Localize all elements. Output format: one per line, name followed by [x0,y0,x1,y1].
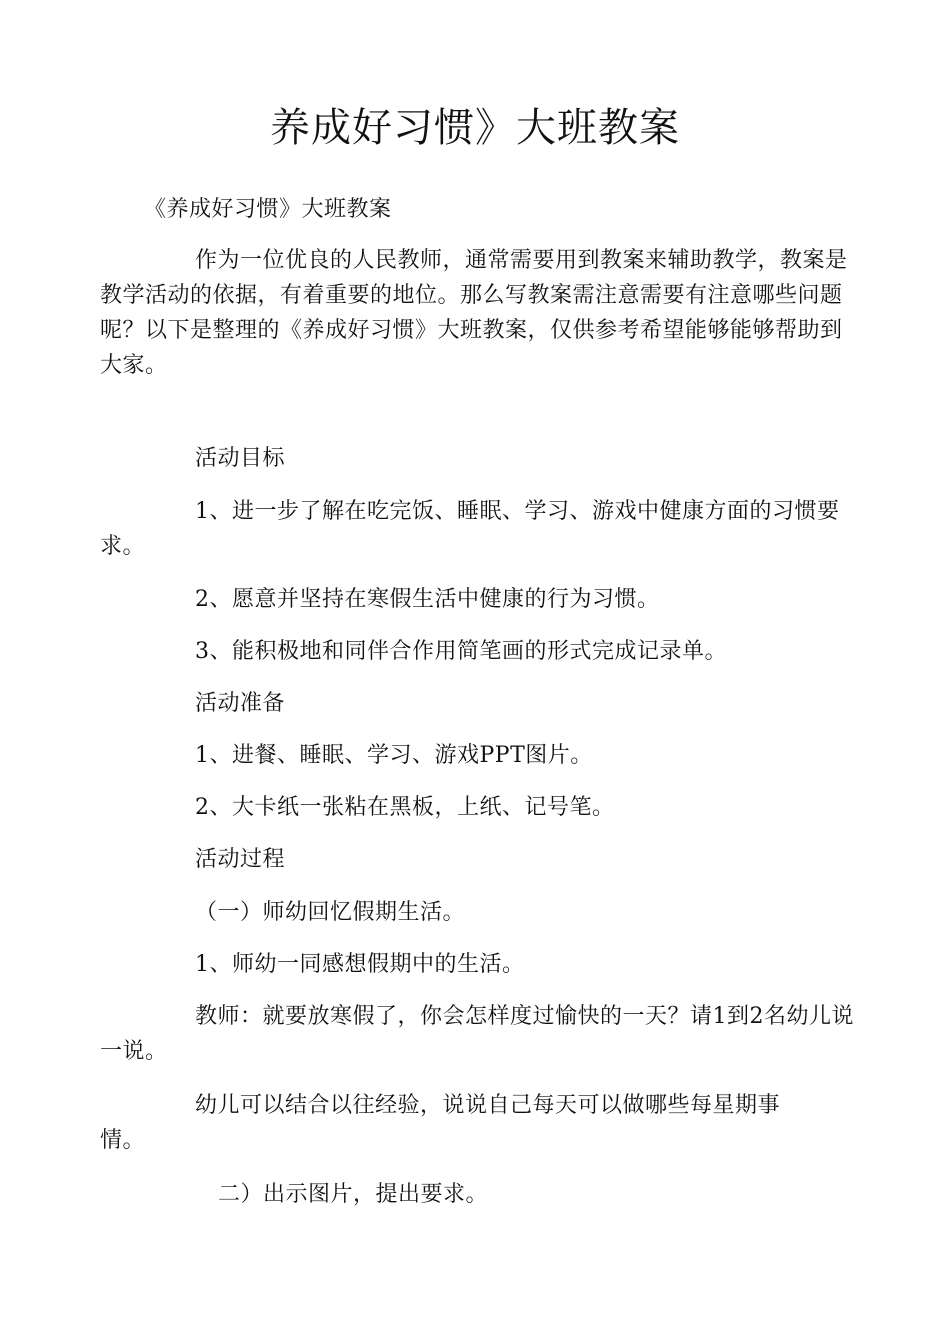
section-heading-prep: 活动准备 [195,691,286,716]
document-subtitle: 《养成好习惯》大班教案 [144,197,392,222]
process-step-2-heading: 二）出示图片，提出要求。 [218,1182,489,1207]
document-title: 养成好习惯》大班教案 [270,105,680,151]
goal-item-3: 3、能积极地和同伴合作用简笔画的形式完成记录单。 [195,639,727,664]
intro-paragraph: 作为一位优良的人民教师，通常需要用到教案来辅助教学，教案是教学活动的依据，有着重要的地位。那么写教案需注意需要有注意哪些问题呢？以下是整理的《养成好习惯》大班教案，仅供参考希望能够能够帮助到大家。 [100,248,848,378]
teacher-paragraph: 教师：就要放寒假了，你会怎样度过愉快的一天？请1到2名幼儿说一说。 [100,1004,854,1064]
section-heading-goals: 活动目标 [195,446,286,471]
process-step-1-item: 1、师幼一同感想假期中的生活。 [195,952,525,977]
prep-item-2: 2、大卡纸一张粘在黑板，上纸、记号笔。 [195,795,615,820]
goal-item-1: 1、进一步了解在吃完饭、睡眠、学习、游戏中健康方面的习惯要求。 [100,499,840,559]
prep-item-1: 1、进餐、睡眠、学习、游戏PPT图片。 [195,743,593,768]
process-step-1-heading: （一）师幼回忆假期生活。 [195,900,466,925]
child-paragraph: 幼儿可以结合以往经验，说说自己每天可以做哪些每星期事情。 [100,1093,781,1153]
goal-item-2: 2、愿意并坚持在寒假生活中健康的行为习惯。 [195,587,660,612]
section-heading-process: 活动过程 [195,847,286,872]
